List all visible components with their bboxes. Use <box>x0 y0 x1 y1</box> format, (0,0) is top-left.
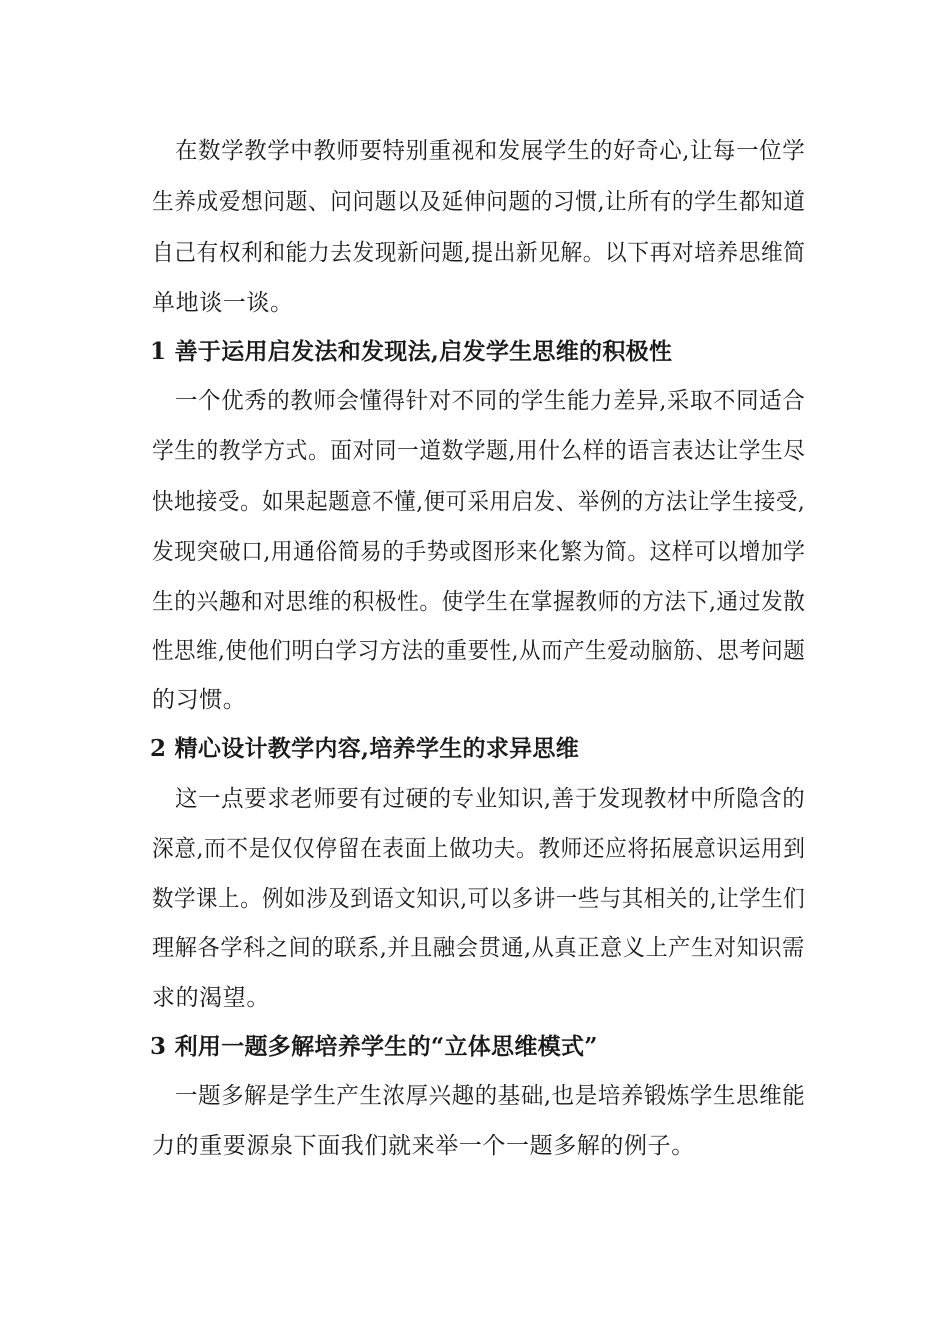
paragraph-2-line-7: 的习惯。 <box>152 687 247 713</box>
paragraph-1-line-2: 生养成爱想问题、问问题以及延伸问题的习惯,让所有的学生都知道 <box>152 189 806 215</box>
paragraph-2-line-5: 生的兴趣和对思维的积极性。使学生在掌握教师的方法下,通过发散 <box>152 589 806 615</box>
paragraph-1-line-3: 自己有权利和能力去发现新问题,提出新见解。以下再对培养思维简 <box>152 240 806 266</box>
paragraph-2-line-2: 学生的教学方式。面对同一道数学题,用什么样的语言表达让学生尽 <box>152 438 806 464</box>
paragraph-1-line-4: 单地谈一谈。 <box>152 290 294 316</box>
paragraph-4-line-1: 一题多解是学生产生浓厚兴趣的基础,也是培养锻炼学生思维能 <box>175 1083 806 1109</box>
paragraph-3-line-3: 数学课上。例如涉及到语文知识,可以多讲一些与其相关的,让学生们 <box>152 886 806 912</box>
section-1-heading: 1 善于运用启发法和发现法,启发学生思维的积极性 <box>150 338 673 365</box>
section-2-heading: 2 精心设计教学内容,培养学生的求异思维 <box>150 735 580 762</box>
paragraph-3-line-5: 求的渴望。 <box>152 985 270 1011</box>
paragraph-1-line-1: 在数学教学中教师要特别重视和发展学生的好奇心,让每一位学 <box>175 138 806 164</box>
paragraph-2-line-4: 发现突破口,用通俗简易的手势或图形来化繁为简。这样可以增加学 <box>152 539 806 565</box>
paragraph-3-line-2: 深意,而不是仅仅停留在表面上做功夫。教师还应将拓展意识运用到 <box>152 836 806 862</box>
paragraph-3-line-1: 这一点要求老师要有过硬的专业知识,善于发现教材中所隐含的 <box>175 786 806 812</box>
section-3-heading: 3 利用一题多解培养学生的“立体思维模式” <box>150 1033 598 1060</box>
paragraph-2-line-1: 一个优秀的教师会懂得针对不同的学生能力差异,采取不同适合 <box>175 388 806 414</box>
paragraph-3-line-4: 理解各学科之间的联系,并且融会贯通,从真正意义上产生对知识需 <box>152 935 805 961</box>
paragraph-2-line-3: 快地接受。如果起题意不懂,便可采用启发、举例的方法让学生接受, <box>152 489 806 515</box>
paragraph-2-line-6: 性思维,使他们明白学习方法的重要性,从而产生爱动脑筋、思考问题 <box>152 638 806 664</box>
paragraph-4-line-2: 力的重要源泉下面我们就来举一个一题多解的例子。 <box>152 1133 695 1159</box>
